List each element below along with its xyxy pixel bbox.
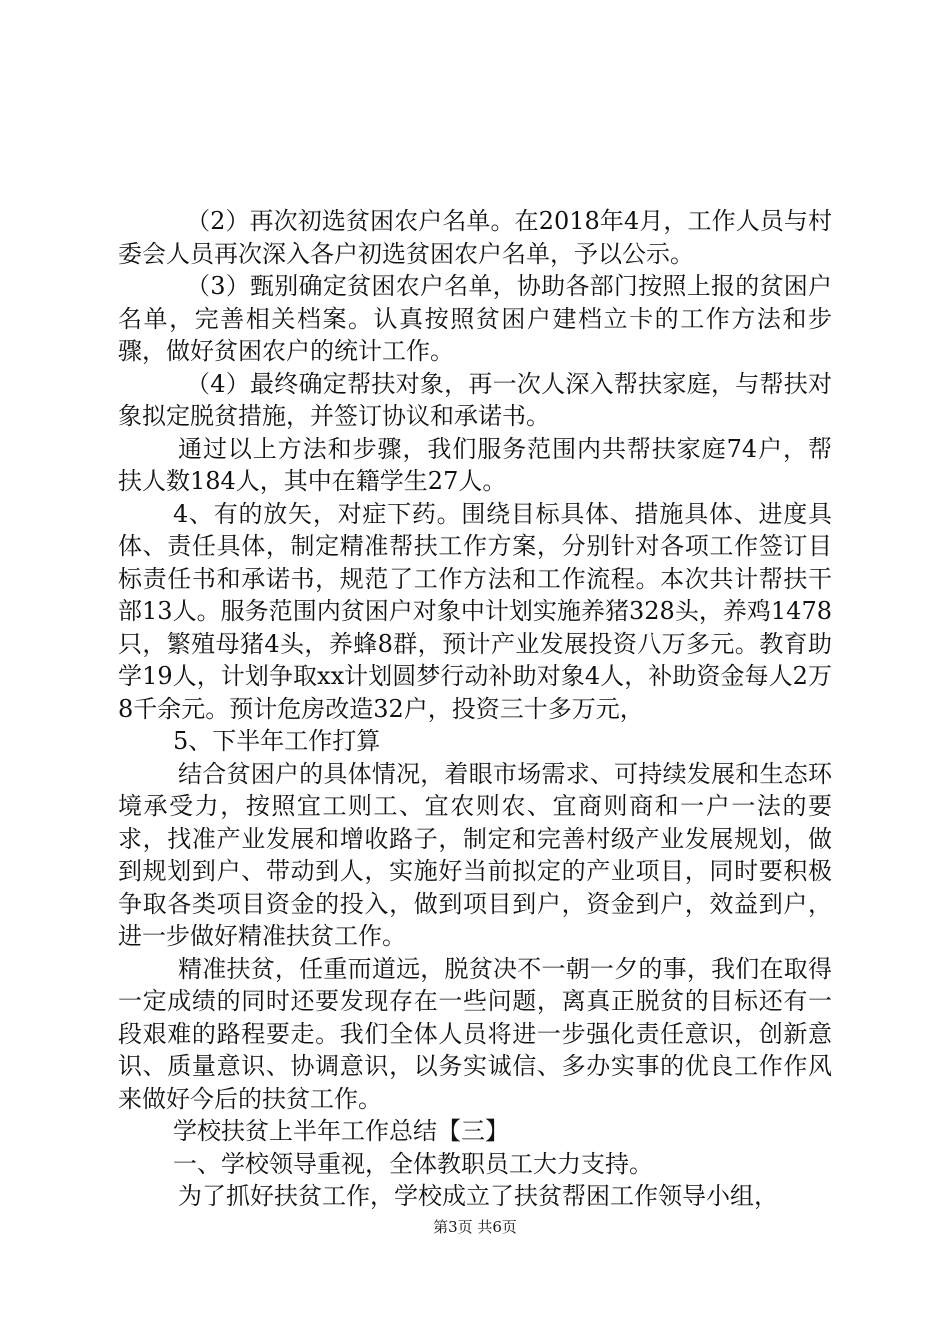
paragraph-conclusion: 精准扶贫，任重而道远，脱贫决不一朝一夕的事，我们在取得一定成绩的同时还要发现存在一些问题，离真正脱贫的目标还有一段艰难的路程要走。我们全体人员将进一步强化责任意识，创新意识、质量意识、协调意识，以务实诚信、多办实事的优良工作作风来做好今后的扶贫工作。	[118, 954, 832, 1113]
paragraph-step-2: （2）再次初选贫困农户名单。在2018年4月，工作人员与村委会人员再次深入各户初选贫困农户名单，予以公示。	[118, 207, 832, 268]
paragraph-leadership: 为了抓好扶贫工作，学校成立了扶贫帮困工作领导小组，	[178, 1182, 778, 1210]
paragraph-results: 通过以上方法和步骤，我们服务范围内共帮扶家庭74户，帮扶人数184人，其中在籍学生27人。	[118, 434, 832, 495]
heading-summary-three: 学校扶贫上半年工作总结【三】	[173, 1117, 509, 1145]
page-number-footer: 第3页 共6页	[433, 1218, 517, 1236]
paragraph-step-3: （3）甄别确定贫困农户名单，协助各部门按照上报的贫困户名单，完善相关档案。认真按照贫困户建档立卡的工作方法和步骤，做好贫困农户的统计工作。	[118, 272, 832, 365]
document-body	[118, 205, 832, 1213]
heading-section-5: 5、下半年工作打算	[173, 727, 381, 755]
paragraph-section-4: 4、有的放矢，对症下药。围绕目标具体、措施具体、进度具体、责任具体，制定精准帮扶工作方案，分别针对各项工作签订目标责任书和承诺书，规范了工作方法和工作流程。本次共计帮扶干部13人。服务范围内贫困户对象中计划实施养猪328头，养鸡1478只，繁殖母猪4头，养蜂8群，预计产业发展投资八万多元。教育助学19人，计划争取xx计划圆梦行动补助对象4人，补助资金每人2万8千余元。预计危房改造32户，投资三十多万元，	[118, 499, 832, 723]
paragraph-step-4: （4）最终确定帮扶对象，再一次人深入帮扶家庭，与帮扶对象拟定脱贫措施，并签订协议和承诺书。	[118, 369, 832, 430]
heading-part-one: 一、学校领导重视，全体教职员工大力支持。	[173, 1149, 653, 1178]
paragraph-plan: 结合贫困户的具体情况，着眼市场需求、可持续发展和生态环境承受力，按照宜工则工、宜农则农、宜商则商和一户一法的要求，找准产业发展和增收路子，制定和完善村级产业发展规划，做到规划到户、带动到人，实施好当前拟定的产业项目，同时要积极争取各类项目资金的投入，做到项目到户，资金到户，效益到户，进一步做好精准扶贫工作。	[118, 759, 832, 950]
